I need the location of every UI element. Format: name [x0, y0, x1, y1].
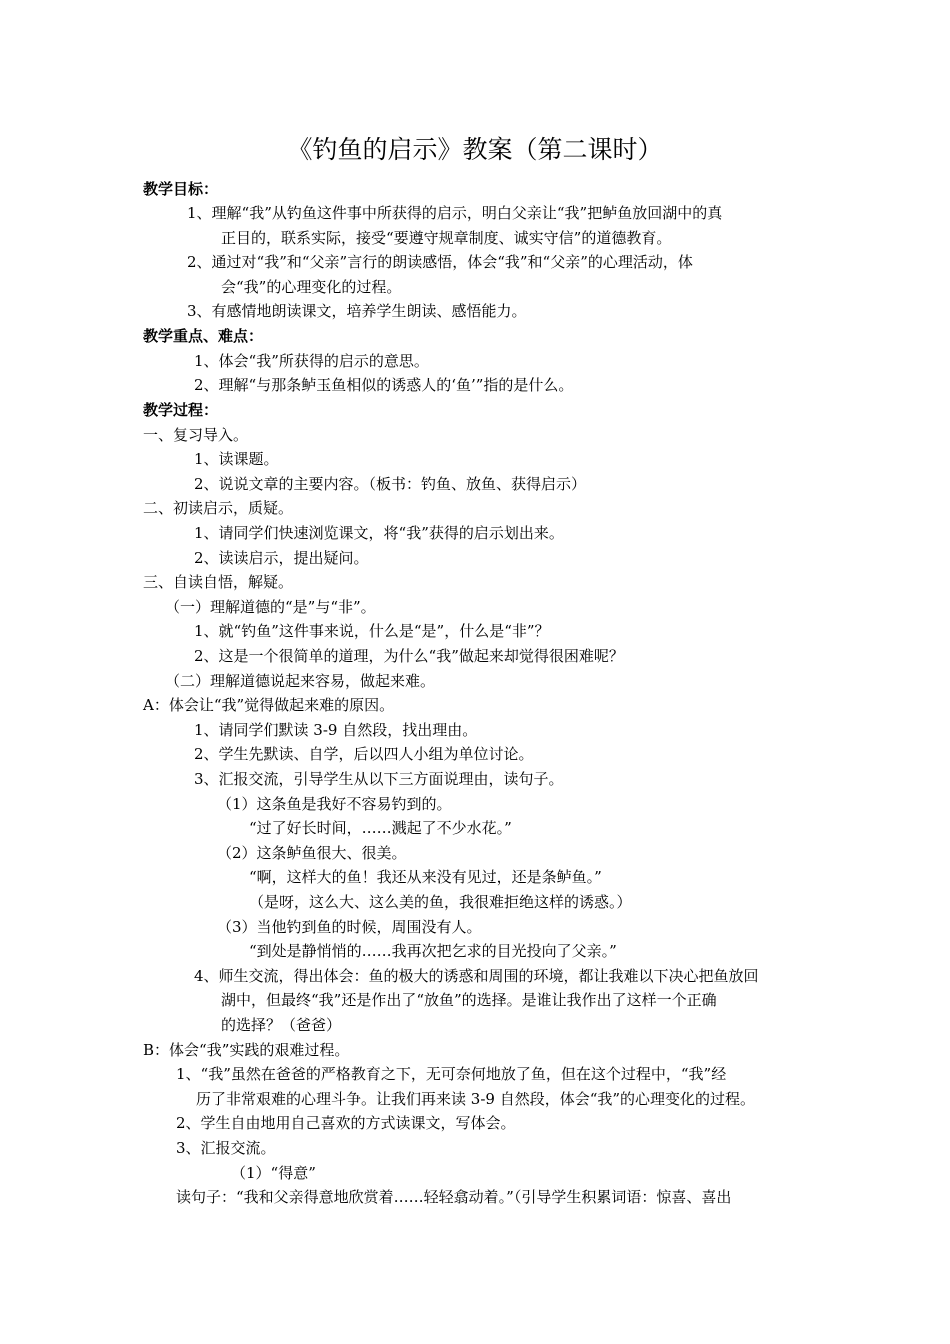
process-line: 历了非常艰难的心理斗争。让我们再来读 3-9 自然段，体会“我”的心理变化的过程。 — [196, 1090, 756, 1108]
process-line: 3、汇报交流。 — [176, 1139, 276, 1157]
goal-line: 1、理解“我”从钓鱼这件事中所获得的启示，明白父亲让“我”把鲈鱼放回湖中的真 — [187, 204, 723, 222]
process-line: 2、学生自由地用自己喜欢的方式读课文，写体会。 — [176, 1114, 516, 1132]
process-reason: （3）当他钓到鱼的时候，周围没有人。 — [217, 918, 482, 936]
process-line: 2、说说文章的主要内容。（板书：钓鱼、放鱼、获得启示） — [194, 475, 587, 493]
process-line: 4、师生交流，得出体会：鱼的极大的诱惑和周围的环境，都让我难以下决心把鱼放回 — [194, 967, 759, 985]
process-line: 湖中，但最终“我”还是作出了“放鱼”的选择。是谁让我作出了这样一个正确 — [221, 991, 717, 1009]
process-line: 读句子：“我和父亲得意地欣赏着……轻轻翕动着。”（引导学生积累词语：惊喜、喜出 — [176, 1188, 732, 1206]
document-title: 《钓鱼的启示》教案（第二课时） — [287, 135, 663, 164]
process-line: 1、读课题。 — [194, 450, 279, 468]
process-reason: （2）这条鲈鱼很大、很美。 — [217, 844, 407, 862]
goal-line: 2、通过对“我”和“父亲”言行的朗读感悟，体会“我”和“父亲”的心理活动，体 — [187, 253, 693, 271]
process-section-heading: 三、自读自悟，解疑。 — [143, 573, 294, 591]
goals-heading: 教学目标： — [143, 180, 219, 198]
process-section-heading: 一、复习导入。 — [143, 426, 249, 444]
goal-line: 3、有感情地朗读课文，培养学生朗读、感悟能力。 — [187, 302, 527, 320]
process-reason: （1）这条鱼是我好不容易钓到的。 — [217, 795, 452, 813]
process-line: 1、请同学们快速浏览课文，将“我”获得的启示划出来。 — [194, 524, 564, 542]
process-line: 2、这是一个很简单的道理，为什么“我”做起来却觉得很困难呢？ — [194, 647, 624, 665]
goal-line: 会“我”的心理变化的过程。 — [221, 278, 402, 296]
process-heading: 教学过程： — [143, 401, 219, 419]
process-line: 2、学生先默读、自学，后以四人小组为单位讨论。 — [194, 745, 534, 763]
process-part-heading: A：体会让“我”觉得做起来难的原因。 — [143, 696, 395, 714]
process-line: 1、“我”虽然在爸爸的严格教育之下，无可奈何地放了鱼，但在这个过程中，“我”经 — [176, 1065, 727, 1083]
process-subsection-heading: （一）理解道德的“是”与“非”。 — [165, 598, 376, 616]
process-quote: “到处是静悄悄的……我再次把乞求的目光投向了父亲。” — [249, 942, 617, 960]
keypoint-line: 1、体会“我”所获得的启示的意思。 — [194, 352, 429, 370]
process-line: 的选择？（爸爸） — [221, 1016, 342, 1034]
process-section-heading: 二、初读启示，质疑。 — [143, 499, 294, 517]
goal-line: 正目的，联系实际，接受“要遵守规章制度、诚实守信”的道德教育。 — [221, 229, 672, 247]
keypoint-line: 2、理解“与那条鲈玉鱼相似的诱惑人的‘鱼’”指的是什么。 — [194, 376, 574, 394]
process-line: 2、读读启示，提出疑问。 — [194, 549, 369, 567]
process-line: 1、就“钓鱼”这件事来说，什么是“是”，什么是“非”？ — [194, 622, 550, 640]
process-line: 3、汇报交流，引导学生从以下三方面说理由，读句子。 — [194, 770, 564, 788]
keypoints-heading: 教学重点、难点： — [143, 327, 264, 345]
process-quote: “啊，这样大的鱼！我还从来没有见过，还是条鲈鱼。” — [249, 868, 602, 886]
process-line: 1、请同学们默读 3-9 自然段，找出理由。 — [194, 721, 478, 739]
process-quote: “过了好长时间，……溅起了不少水花。” — [249, 819, 512, 837]
process-part-heading: B：体会“我”实践的艰难过程。 — [143, 1041, 350, 1059]
process-quote: （是呀，这么大、这么美的鱼，我很难拒绝这样的诱惑。） — [249, 893, 632, 911]
process-reason: （1）“得意” — [231, 1164, 316, 1182]
process-subsection-heading: （二）理解道德说起来容易，做起来难。 — [165, 672, 436, 690]
